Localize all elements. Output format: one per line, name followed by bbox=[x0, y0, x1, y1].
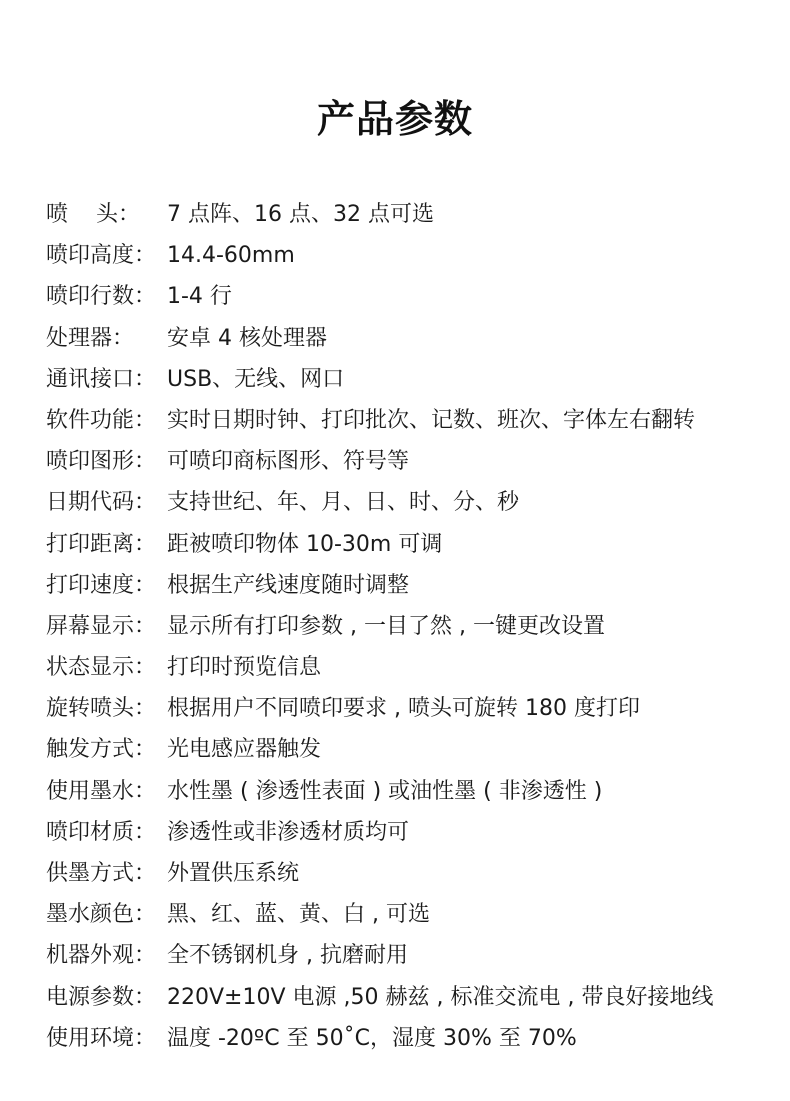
spec-value: 安卓 4 核处理器 bbox=[167, 325, 327, 351]
spec-row-software bbox=[46, 403, 776, 444]
spec-label: 喷 头： bbox=[46, 202, 140, 227]
spec-label: 打印距离： bbox=[46, 531, 157, 557]
spec-label: 喷印图形： bbox=[46, 449, 157, 475]
spec-label: 处理器： bbox=[46, 325, 135, 351]
spec-value: 支持世纪、年、月、日、时、分、秒 bbox=[167, 490, 520, 516]
spec-row-environment bbox=[46, 1021, 776, 1062]
spec-value: 打印时预览信息 bbox=[167, 655, 322, 681]
spec-value: 温度 -20ºC 至 50˚C，湿度 30% 至 70% bbox=[167, 1025, 577, 1051]
spec-value: 220V±10V 电源 ,50 赫兹 , 标准交流电 , 带良好接地线 bbox=[167, 984, 714, 1010]
spec-value: 根据用户不同喷印要求 , 喷头可旋转 180 度打印 bbox=[167, 696, 640, 722]
spec-label: 喷印高度： bbox=[46, 243, 157, 269]
spec-row-print-distance bbox=[46, 527, 776, 568]
spec-row-screen bbox=[46, 609, 776, 650]
spec-value: 14.4-60mm bbox=[167, 243, 295, 269]
spec-value: 距被喷印物体 10-30m 可调 bbox=[167, 531, 443, 557]
spec-list bbox=[46, 197, 776, 1062]
spec-row-print-height bbox=[46, 238, 776, 279]
spec-label: 日期代码： bbox=[46, 490, 157, 516]
spec-label: 状态显示： bbox=[46, 655, 157, 681]
spec-row-graphics bbox=[46, 444, 776, 485]
spec-label: 电源参数： bbox=[46, 984, 157, 1010]
spec-label: 使用环境： bbox=[46, 1025, 157, 1051]
spec-value: USB、无线、网口 bbox=[167, 366, 345, 392]
spec-label: 打印速度： bbox=[46, 572, 157, 598]
spec-value: 1-4 行 bbox=[167, 284, 232, 310]
spec-row-material bbox=[46, 815, 776, 856]
spec-value: 全不锈钢机身 , 抗磨耐用 bbox=[167, 943, 408, 969]
spec-label: 喷印材质： bbox=[46, 819, 157, 845]
spec-value: 水性墨 ( 渗透性表面 ) 或油性墨 ( 非渗透性 ) bbox=[167, 778, 603, 804]
spec-row-power bbox=[46, 980, 776, 1021]
spec-value: 黑、红、蓝、黄、白 , 可选 bbox=[167, 902, 430, 928]
spec-row-print-head bbox=[46, 197, 776, 238]
spec-value: 渗透性或非渗透材质均可 bbox=[167, 819, 410, 845]
spec-value: 实时日期时钟、打印批次、记数、班次、字体左右翻转 bbox=[167, 407, 696, 433]
spec-label: 通讯接口： bbox=[46, 366, 157, 392]
spec-row-ink-supply bbox=[46, 856, 776, 897]
spec-row-appearance bbox=[46, 938, 776, 979]
spec-label: 墨水颜色： bbox=[46, 902, 157, 928]
spec-label: 触发方式： bbox=[46, 737, 157, 763]
spec-value: 外置供压系统 bbox=[167, 861, 300, 886]
spec-value: 根据生产线速度随时调整 bbox=[167, 572, 410, 598]
spec-row-interface bbox=[46, 362, 776, 403]
spec-row-date-code bbox=[46, 485, 776, 526]
page-title: 产品参数 bbox=[316, 97, 473, 141]
spec-label: 供墨方式： bbox=[46, 861, 157, 886]
spec-row-ink-color bbox=[46, 897, 776, 938]
spec-label: 旋转喷头： bbox=[46, 696, 157, 722]
spec-label: 软件功能： bbox=[46, 407, 157, 433]
spec-row-trigger bbox=[46, 732, 776, 773]
spec-value: 可喷印商标图形、符号等 bbox=[167, 449, 410, 475]
spec-value: 7 点阵、16 点、32 点可选 bbox=[167, 202, 434, 227]
spec-row-print-speed bbox=[46, 568, 776, 609]
spec-value: 显示所有打印参数 , 一目了然 , 一键更改设置 bbox=[167, 613, 605, 639]
spec-label: 喷印行数： bbox=[46, 284, 157, 310]
spec-row-status bbox=[46, 650, 776, 691]
spec-row-rotating-head bbox=[46, 691, 776, 732]
spec-value: 光电感应器触发 bbox=[167, 737, 322, 763]
spec-row-ink-type bbox=[46, 774, 776, 815]
spec-row-print-lines bbox=[46, 279, 776, 320]
spec-row-processor bbox=[46, 321, 776, 362]
spec-label: 机器外观： bbox=[46, 943, 157, 969]
spec-label: 使用墨水： bbox=[46, 778, 157, 804]
spec-label: 屏幕显示： bbox=[46, 613, 157, 639]
